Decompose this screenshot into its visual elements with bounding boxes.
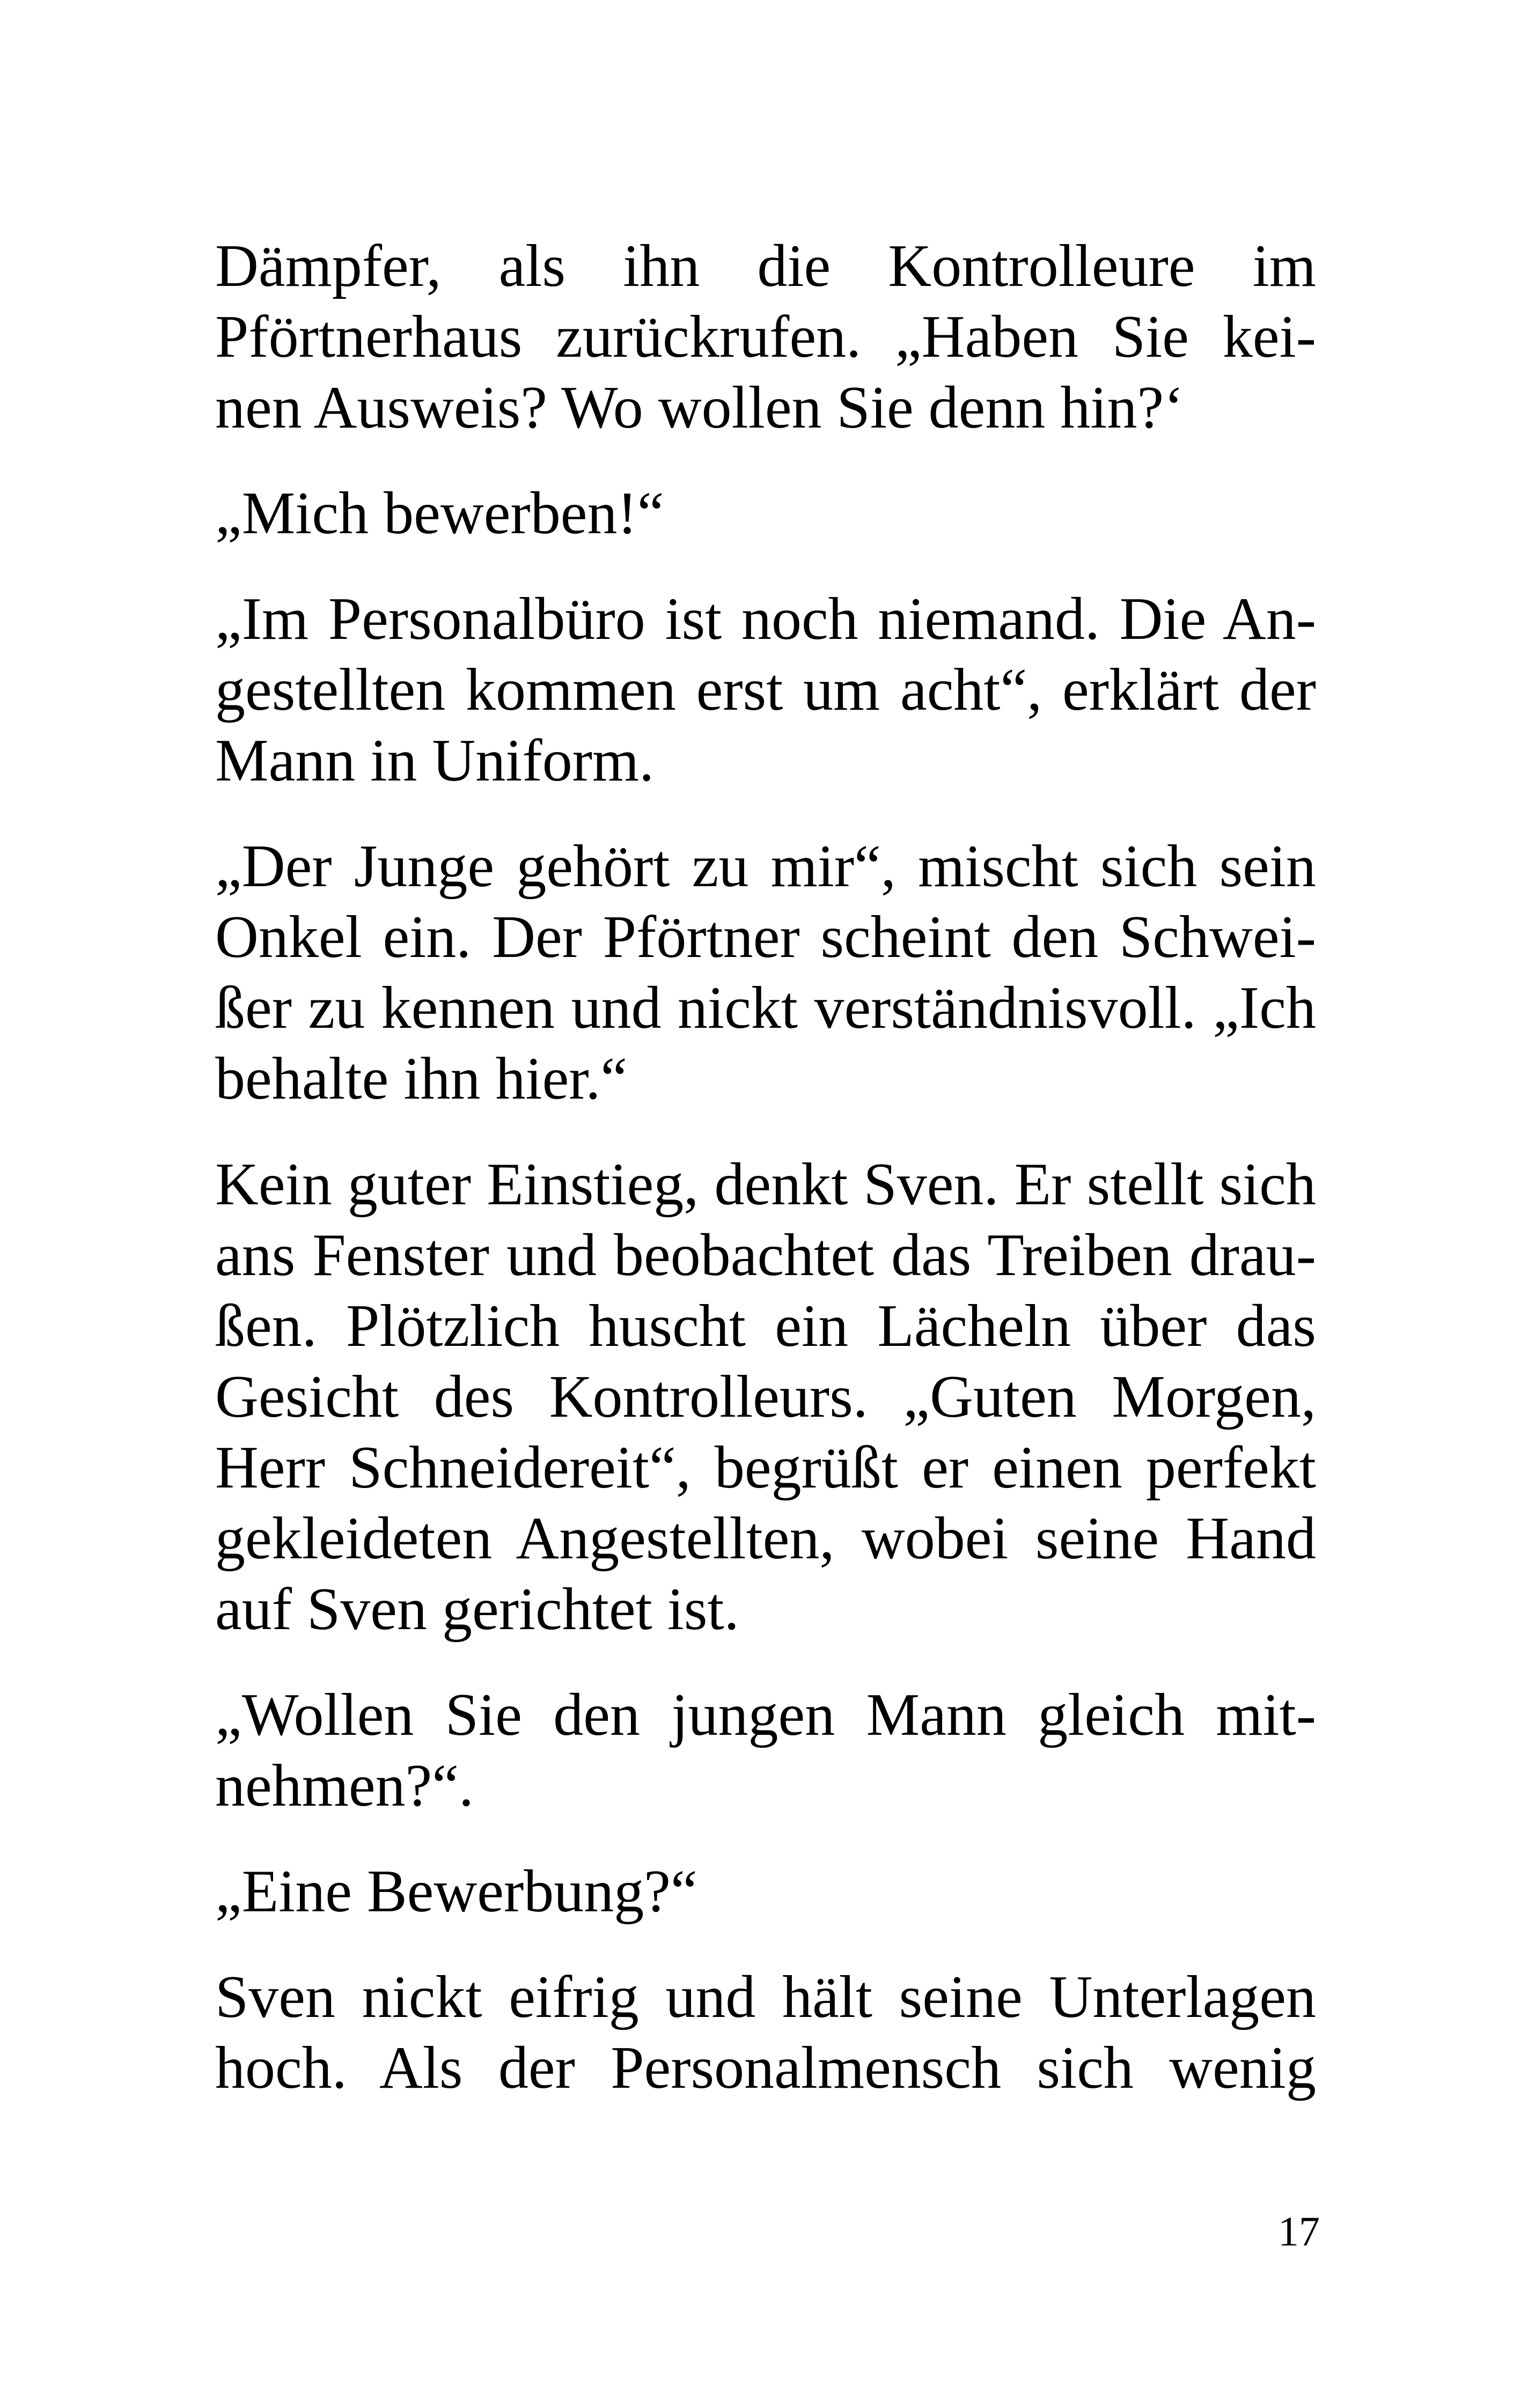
text-line: auf Sven gerichtet ist. bbox=[215, 1576, 739, 1643]
text-line: Dämpfer, als ihn die Kontrolleure im bbox=[215, 233, 1316, 299]
body-text bbox=[215, 231, 1316, 2138]
text-line: nen Ausweis? Wo wollen Sie denn hin?‘ bbox=[215, 374, 1184, 441]
text-line: gestellten kommen erst um acht“, erklärt der bbox=[215, 657, 1316, 723]
page-number: 17 bbox=[1278, 2208, 1320, 2255]
paragraph bbox=[215, 1149, 1316, 1645]
text-line: Mann in Uniform. bbox=[215, 727, 655, 794]
text-line: „Mich bewerben!“ bbox=[215, 480, 664, 547]
text-line: hoch. Als der Personalmensch sich wenig bbox=[215, 2035, 1316, 2101]
paragraph bbox=[215, 1680, 1316, 1821]
paragraph bbox=[215, 1962, 1316, 2103]
text-line: ans Fenster und beobachtet das Treiben drau- bbox=[215, 1222, 1316, 1288]
text-line: Gesicht des Kontrolleurs. „Guten Morgen, bbox=[215, 1364, 1316, 1430]
paragraph bbox=[215, 231, 1316, 443]
text-line: Pförtnerhaus zurückrufen. „Haben Sie kei- bbox=[215, 304, 1316, 370]
text-line: Herr Schneidereit“, begrüßt er einen perfekt bbox=[215, 1434, 1316, 1501]
text-line: ßen. Plötzlich huscht ein Lächeln über das bbox=[215, 1293, 1316, 1359]
text-line: ßer zu kennen und nickt verständnisvoll. „Ich bbox=[215, 975, 1316, 1041]
paragraph bbox=[215, 584, 1316, 796]
text-line: „Eine Bewerbung?“ bbox=[215, 1858, 697, 1925]
text-line: „Der Junge gehört zu mir“, mischt sich sein bbox=[215, 833, 1316, 900]
text-line: gekleideten Angestellten, wobei seine Hand bbox=[215, 1505, 1316, 1572]
text-line: Sven nickt eifrig und hält seine Unterlagen bbox=[215, 1964, 1316, 2030]
text-line: Kein guter Einstieg, denkt Sven. Er stellt sich bbox=[215, 1151, 1316, 1218]
paragraph bbox=[215, 1856, 1316, 1927]
text-line: „Im Personalbüro ist noch niemand. Die An- bbox=[215, 586, 1316, 652]
text-line: nehmen?“. bbox=[215, 1752, 474, 1819]
text-line: Onkel ein. Der Pförtner scheint den Schwei- bbox=[215, 904, 1316, 970]
text-line: behalte ihn hier.“ bbox=[215, 1045, 628, 1112]
paragraph bbox=[215, 478, 1316, 549]
paragraph bbox=[215, 831, 1316, 1114]
text-line: „Wollen Sie den jungen Mann gleich mit- bbox=[215, 1682, 1316, 1748]
